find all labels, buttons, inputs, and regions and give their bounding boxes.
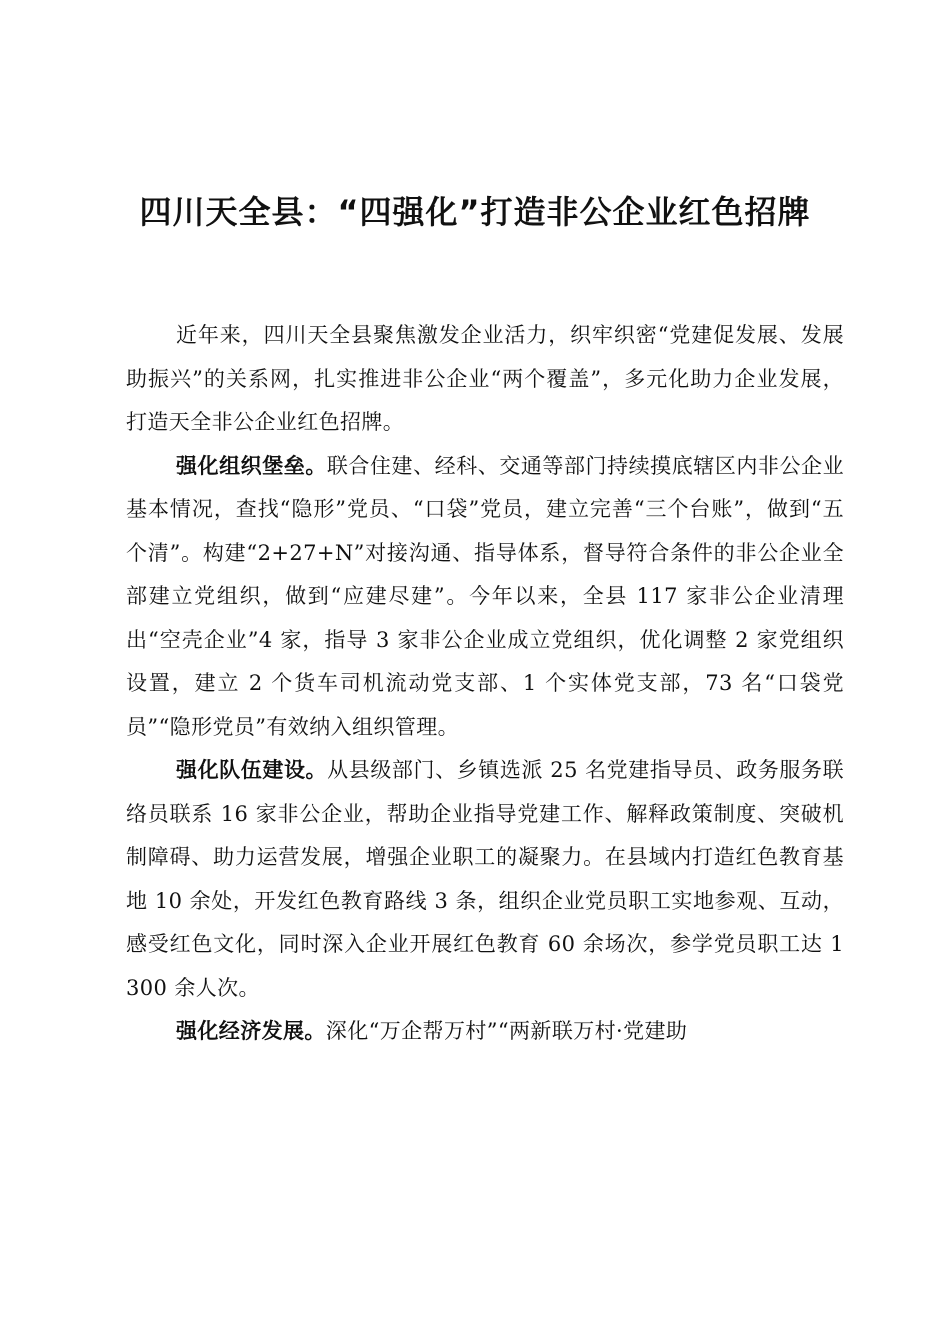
paragraph-lead: 强化队伍建设。 (176, 758, 328, 782)
paragraph-text: 联合住建、经科、交通等部门持续摸底辖区内非公企业基本情况，查找“隐形”党员、“口袋”党员，建立完善“三个台账”，做到“五个清”。构建“2+27+N”对接沟通、指导体系，督导符合条件的非公企业全部建立党组织，做到“应建尽建”。今年以来，全县 117 家非公企业清理出“空壳企业”4 家，指导 3 家非公企业成立党组织，优化调整 2 家党组织设置，建立 2 个货车司机流动党支部、1 个实体党支部，73 名“口袋党员”“隐形党员”有效纳入组织管理。 (126, 453, 844, 739)
paragraph-team (126, 749, 844, 1010)
paragraph-lead: 强化组织堡垒。 (176, 453, 327, 478)
paragraph-intro (126, 314, 844, 445)
paragraph-text: 深化“万企帮万村”“两新联万村·党建助 (325, 1019, 688, 1043)
paragraph-lead: 强化经济发展。 (176, 1019, 326, 1043)
paragraph-organization (126, 445, 844, 750)
paragraph-economy (126, 1010, 844, 1054)
document-body (126, 314, 844, 1054)
document-title: 四川天全县：“四强化”打造非公企业红色招牌 (139, 193, 811, 232)
paragraph-text: 近年来，四川天全县聚焦激发企业活力，织牢织密“党建促发展、发展助振兴”的关系网，扎实推进非公企业“两个覆盖”，多元化助力企业发展，打造天全非公企业红色招牌。 (126, 323, 844, 434)
paragraph-text: 从县级部门、乡镇选派 25 名党建指导员、政务服务联络员联系 16 家非公企业，帮助企业指导党建工作、解释政策制度、突破机制障碍、助力运营发展，增强企业职工的凝聚力。在县域内打造红色教育基地 10 余处，开发红色教育路线 3 条，组织企业党员职工实地参观、互动，感受红色文化，同时深入企业开展红色教育 60 余场次，参学党员职工达 1300 余人次。 (126, 758, 844, 1000)
